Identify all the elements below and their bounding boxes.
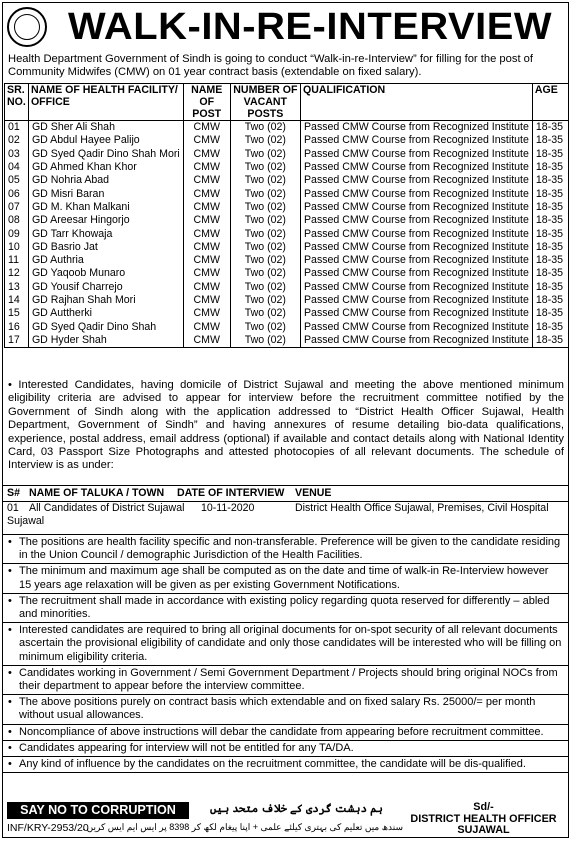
header-qualification: QUALIFICATION (300, 84, 532, 121)
schedule-sno: 01 (7, 502, 19, 514)
cell-age: 18-35 (532, 174, 568, 187)
cell-age: 18-35 (532, 254, 568, 267)
schedule-header-taluka: NAME OF TALUKA / TOWN (29, 487, 165, 499)
cell-post: CMW (183, 294, 230, 307)
cell-vacant: Two (02) (230, 267, 300, 280)
cell-facility: GD M. Khan Malkani (28, 201, 183, 214)
cell-age: 18-35 (532, 227, 568, 240)
cell-vacant: Two (02) (230, 307, 300, 320)
cell-facility: GD Hyder Shah (28, 334, 183, 348)
note-text: Candidates appearing for interview will not be entitled for any TA/DA. (19, 741, 354, 754)
cell-post: CMW (183, 201, 230, 214)
cell-facility: GD Misri Baran (28, 187, 183, 200)
schedule-row (3, 502, 568, 532)
cell-age: 18-35 (532, 187, 568, 200)
cell-qualification: Passed CMW Course from Recognized Institute (300, 187, 532, 200)
cell-vacant: Two (02) (230, 254, 300, 267)
cell-post: CMW (183, 161, 230, 174)
cell-facility: GD Ahmed Khan Khor (28, 161, 183, 174)
cell-sr: 17 (5, 334, 29, 348)
cell-vacant: Two (02) (230, 320, 300, 333)
cell-sr: 16 (5, 320, 29, 333)
cell-post: CMW (183, 187, 230, 200)
note-text: The above positions purely on contract basis which extendable and on fixed salary Rs. 25000/= per month without usual allowances. (19, 696, 536, 722)
cell-qualification: Passed CMW Course from Recognized Institute (300, 134, 532, 147)
cell-sr: 02 (5, 134, 29, 147)
cell-post: CMW (183, 320, 230, 333)
vacancy-table (4, 83, 569, 348)
notes-list (3, 534, 568, 773)
cell-age: 18-35 (532, 267, 568, 280)
cell-post: CMW (183, 334, 230, 348)
header-age: AGE (532, 84, 568, 121)
cell-qualification: Passed CMW Course from Recognized Institute (300, 241, 532, 254)
note-item (3, 725, 568, 741)
bullet-icon: • (8, 696, 12, 709)
cell-vacant: Two (02) (230, 294, 300, 307)
cell-sr: 10 (5, 241, 29, 254)
cell-facility: GD Rajhan Shah Mori (28, 294, 183, 307)
bullet-icon: • (8, 741, 12, 754)
cell-vacant: Two (02) (230, 201, 300, 214)
cell-post: CMW (183, 214, 230, 227)
cell-post: CMW (183, 148, 230, 161)
schedule-header-venue: VENUE (295, 487, 332, 499)
cell-post: CMW (183, 267, 230, 280)
header-vacant: NUMBER OF VACANT POSTS (230, 84, 300, 121)
page-title: WALK-IN-RE-INTERVIEW (67, 6, 553, 48)
cell-sr: 01 (5, 121, 29, 135)
header-sr: SR. NO. (5, 84, 29, 121)
schedule-venue-cont: Sujawal (7, 515, 45, 527)
cell-post: CMW (183, 121, 230, 135)
cell-qualification: Passed CMW Course from Recognized Institute (300, 281, 532, 294)
cell-sr: 08 (5, 214, 29, 227)
cell-vacant: Two (02) (230, 134, 300, 147)
table-row (5, 187, 569, 200)
signature-block (401, 802, 566, 837)
cell-vacant: Two (02) (230, 241, 300, 254)
note-text: Any kind of influence by the candidates on the recruitment committee, the candidate will be dis-qualified. (19, 758, 526, 771)
note-item (3, 741, 568, 757)
cell-facility: GD Yousif Charrejo (28, 281, 183, 294)
cell-vacant: Two (02) (230, 214, 300, 227)
cell-facility: GD Areesar Hingorjo (28, 214, 183, 227)
cell-sr: 12 (5, 267, 29, 280)
cell-vacant: Two (02) (230, 148, 300, 161)
header-post: NAME OF POST (183, 84, 230, 121)
bullet-icon: • (8, 594, 12, 607)
cell-qualification: Passed CMW Course from Recognized Institute (300, 320, 532, 333)
cell-sr: 14 (5, 294, 29, 307)
bullet-icon: • (8, 725, 12, 738)
cell-sr: 06 (5, 187, 29, 200)
table-row (5, 281, 569, 294)
table-row (5, 334, 569, 348)
cell-sr: 04 (5, 161, 29, 174)
cell-qualification: Passed CMW Course from Recognized Institute (300, 214, 532, 227)
cell-facility: GD Auttherki (28, 307, 183, 320)
cell-vacant: Two (02) (230, 121, 300, 135)
note-item (3, 594, 568, 623)
cell-sr: 05 (5, 174, 29, 187)
note-item (3, 535, 568, 564)
schedule-header (3, 485, 568, 502)
schedule-venue: District Health Office Sujawal, Premises, Civil Hospital (295, 502, 549, 514)
header-facility: NAME OF HEALTH FACILITY/ OFFICE (28, 84, 183, 121)
table-row (5, 320, 569, 333)
cell-qualification: Passed CMW Course from Recognized Institute (300, 334, 532, 348)
note-item (3, 564, 568, 593)
note-text: Interested candidates are required to bring all original documents for on-spot security of all relevant documents ascertain the provisional eligibility of candidate and only those candidates will be interested who will be filling on minimum eligibility criteria. (19, 624, 562, 663)
table-row (5, 241, 569, 254)
cell-age: 18-35 (532, 121, 568, 135)
cell-facility: GD Basrio Jat (28, 241, 183, 254)
table-row (5, 307, 569, 320)
cell-age: 18-35 (532, 294, 568, 307)
cell-vacant: Two (02) (230, 334, 300, 348)
cell-sr: 15 (5, 307, 29, 320)
bullet-icon: • (8, 565, 12, 578)
cell-post: CMW (183, 307, 230, 320)
table-row (5, 267, 569, 280)
urdu-slogan: ہم دہشت گردی کے خلاف متحد ہیں (209, 803, 383, 815)
cell-age: 18-35 (532, 281, 568, 294)
schedule-header-date: DATE OF INTERVIEW (177, 487, 285, 499)
bullet-icon: • (8, 624, 12, 637)
bullet-icon: • (8, 666, 12, 679)
cell-age: 18-35 (532, 161, 568, 174)
cell-facility: GD Abdul Hayee Palijo (28, 134, 183, 147)
table-row (5, 214, 569, 227)
officer-location: SUJAWAL (457, 824, 510, 836)
schedule-header-sno: S# (7, 487, 20, 499)
signature-sd: Sd/- (473, 801, 494, 813)
cell-qualification: Passed CMW Course from Recognized Institute (300, 174, 532, 187)
cell-post: CMW (183, 281, 230, 294)
cell-vacant: Two (02) (230, 281, 300, 294)
note-text: The positions are health facility specific and non-transferable. Preference will be given to the candidate residing in the Union Council / demographic Jurisdiction of the Health Facilities. (19, 536, 561, 562)
table-row (5, 201, 569, 214)
advertisement-page (2, 2, 569, 838)
cell-post: CMW (183, 174, 230, 187)
officer-title: DISTRICT HEALTH OFFICER (410, 812, 557, 825)
cell-qualification: Passed CMW Course from Recognized Institute (300, 148, 532, 161)
cell-vacant: Two (02) (230, 227, 300, 240)
cell-age: 18-35 (532, 241, 568, 254)
cell-vacant: Two (02) (230, 187, 300, 200)
cell-qualification: Passed CMW Course from Recognized Institute (300, 161, 532, 174)
cell-facility: GD Syed Qadir Dino Shah (28, 320, 183, 333)
urdu-note: سندھ میں تعلیم کی بہتری کیلئے علمی + اپنا پیغام لکھ کر 8398 پر ایس ایم ایس کریں۔ (81, 822, 403, 832)
cell-sr: 07 (5, 201, 29, 214)
table-row (5, 294, 569, 307)
bullet-icon: • (8, 758, 12, 771)
cell-age: 18-35 (532, 214, 568, 227)
cell-age: 18-35 (532, 134, 568, 147)
note-item (3, 757, 568, 773)
corruption-banner: SAY NO TO CORRUPTION (7, 802, 189, 819)
note-item (3, 623, 568, 666)
cell-sr: 09 (5, 227, 29, 240)
table-row (5, 161, 569, 174)
footer (3, 800, 568, 837)
cell-age: 18-35 (532, 320, 568, 333)
note-text: Noncompliance of above instructions will debar the candidate from appearing before recruitment committee. (19, 725, 544, 738)
eligibility-paragraph: • Interested Candidates, having domicile of District Sujawal and meeting the above mentioned minimum eligibility criteria are advised to appear for interview before the recruitment committee notified by the Government of Sindh along with the application addressed to “District Health Officer Sujawal, Health Department, Government of Sindh” and having annexures of resume detailing bio-data qualifications, experience, postal address, email address (optional) if available and contact details along with National Identity Card, 03 Passport Size Photographs and attested photocopies of all relevant documents. The schedule of Interview is as under: (8, 379, 564, 472)
table-row (5, 227, 569, 240)
note-text: The minimum and maximum age shall be computed as on the date and time of walk-in Re-Interview however 15 years age relaxation will be given as per existing Government Notifications. (19, 565, 549, 591)
table-row (5, 254, 569, 267)
cell-facility: GD Nohria Abad (28, 174, 183, 187)
cell-qualification: Passed CMW Course from Recognized Institute (300, 121, 532, 135)
note-text: Candidates working in Government / Semi Government Department / Projects should bring original NOCs from their department to appear before the interview committee. (19, 666, 558, 693)
intro-text: Health Department Government of Sindh is going to conduct “Walk-in-re-Interview” for filling for the post of Community Midwifes (CMW) on 01 year contract basis (extendable on fixed salary). (8, 53, 534, 78)
cell-qualification: Passed CMW Course from Recognized Institute (300, 267, 532, 280)
reference-number: INF/KRY-2953/20 (7, 822, 89, 834)
bullet-icon: • (8, 536, 12, 548)
note-item (3, 695, 568, 724)
header (3, 3, 568, 51)
cell-facility: GD Sher Ali Shah (28, 121, 183, 135)
cell-qualification: Passed CMW Course from Recognized Institute (300, 307, 532, 320)
table-row (5, 174, 569, 187)
cell-age: 18-35 (532, 307, 568, 320)
table-header-row (5, 84, 569, 121)
cell-facility: GD Authria (28, 254, 183, 267)
schedule-date: 10-11-2020 (201, 502, 255, 514)
cell-qualification: Passed CMW Course from Recognized Institute (300, 254, 532, 267)
cell-facility: GD Tarr Khowaja (28, 227, 183, 240)
cell-sr: 13 (5, 281, 29, 294)
table-row (5, 148, 569, 161)
cell-qualification: Passed CMW Course from Recognized Institute (300, 294, 532, 307)
note-item (3, 666, 568, 695)
cell-post: CMW (183, 241, 230, 254)
cell-age: 18-35 (532, 334, 568, 348)
cell-vacant: Two (02) (230, 174, 300, 187)
cell-post: CMW (183, 227, 230, 240)
cell-post: CMW (183, 134, 230, 147)
table-row (5, 121, 569, 135)
cell-qualification: Passed CMW Course from Recognized Institute (300, 201, 532, 214)
cell-vacant: Two (02) (230, 161, 300, 174)
note-text: The recruitment shall made in accordance with existing policy regarding quota reserved for differently – abled and minorities. (19, 594, 550, 621)
cell-qualification: Passed CMW Course from Recognized Institute (300, 227, 532, 240)
cell-age: 18-35 (532, 148, 568, 161)
sindh-government-seal-icon (7, 7, 47, 47)
cell-facility: GD Yaqoob Munaro (28, 267, 183, 280)
table-row (5, 134, 569, 147)
cell-sr: 11 (5, 254, 29, 267)
table-body (5, 121, 569, 348)
cell-sr: 03 (5, 148, 29, 161)
schedule-taluka: All Candidates of District Sujawal (29, 502, 185, 514)
cell-age: 18-35 (532, 201, 568, 214)
cell-post: CMW (183, 254, 230, 267)
cell-facility: GD Syed Qadir Dino Shah Mori (28, 148, 183, 161)
